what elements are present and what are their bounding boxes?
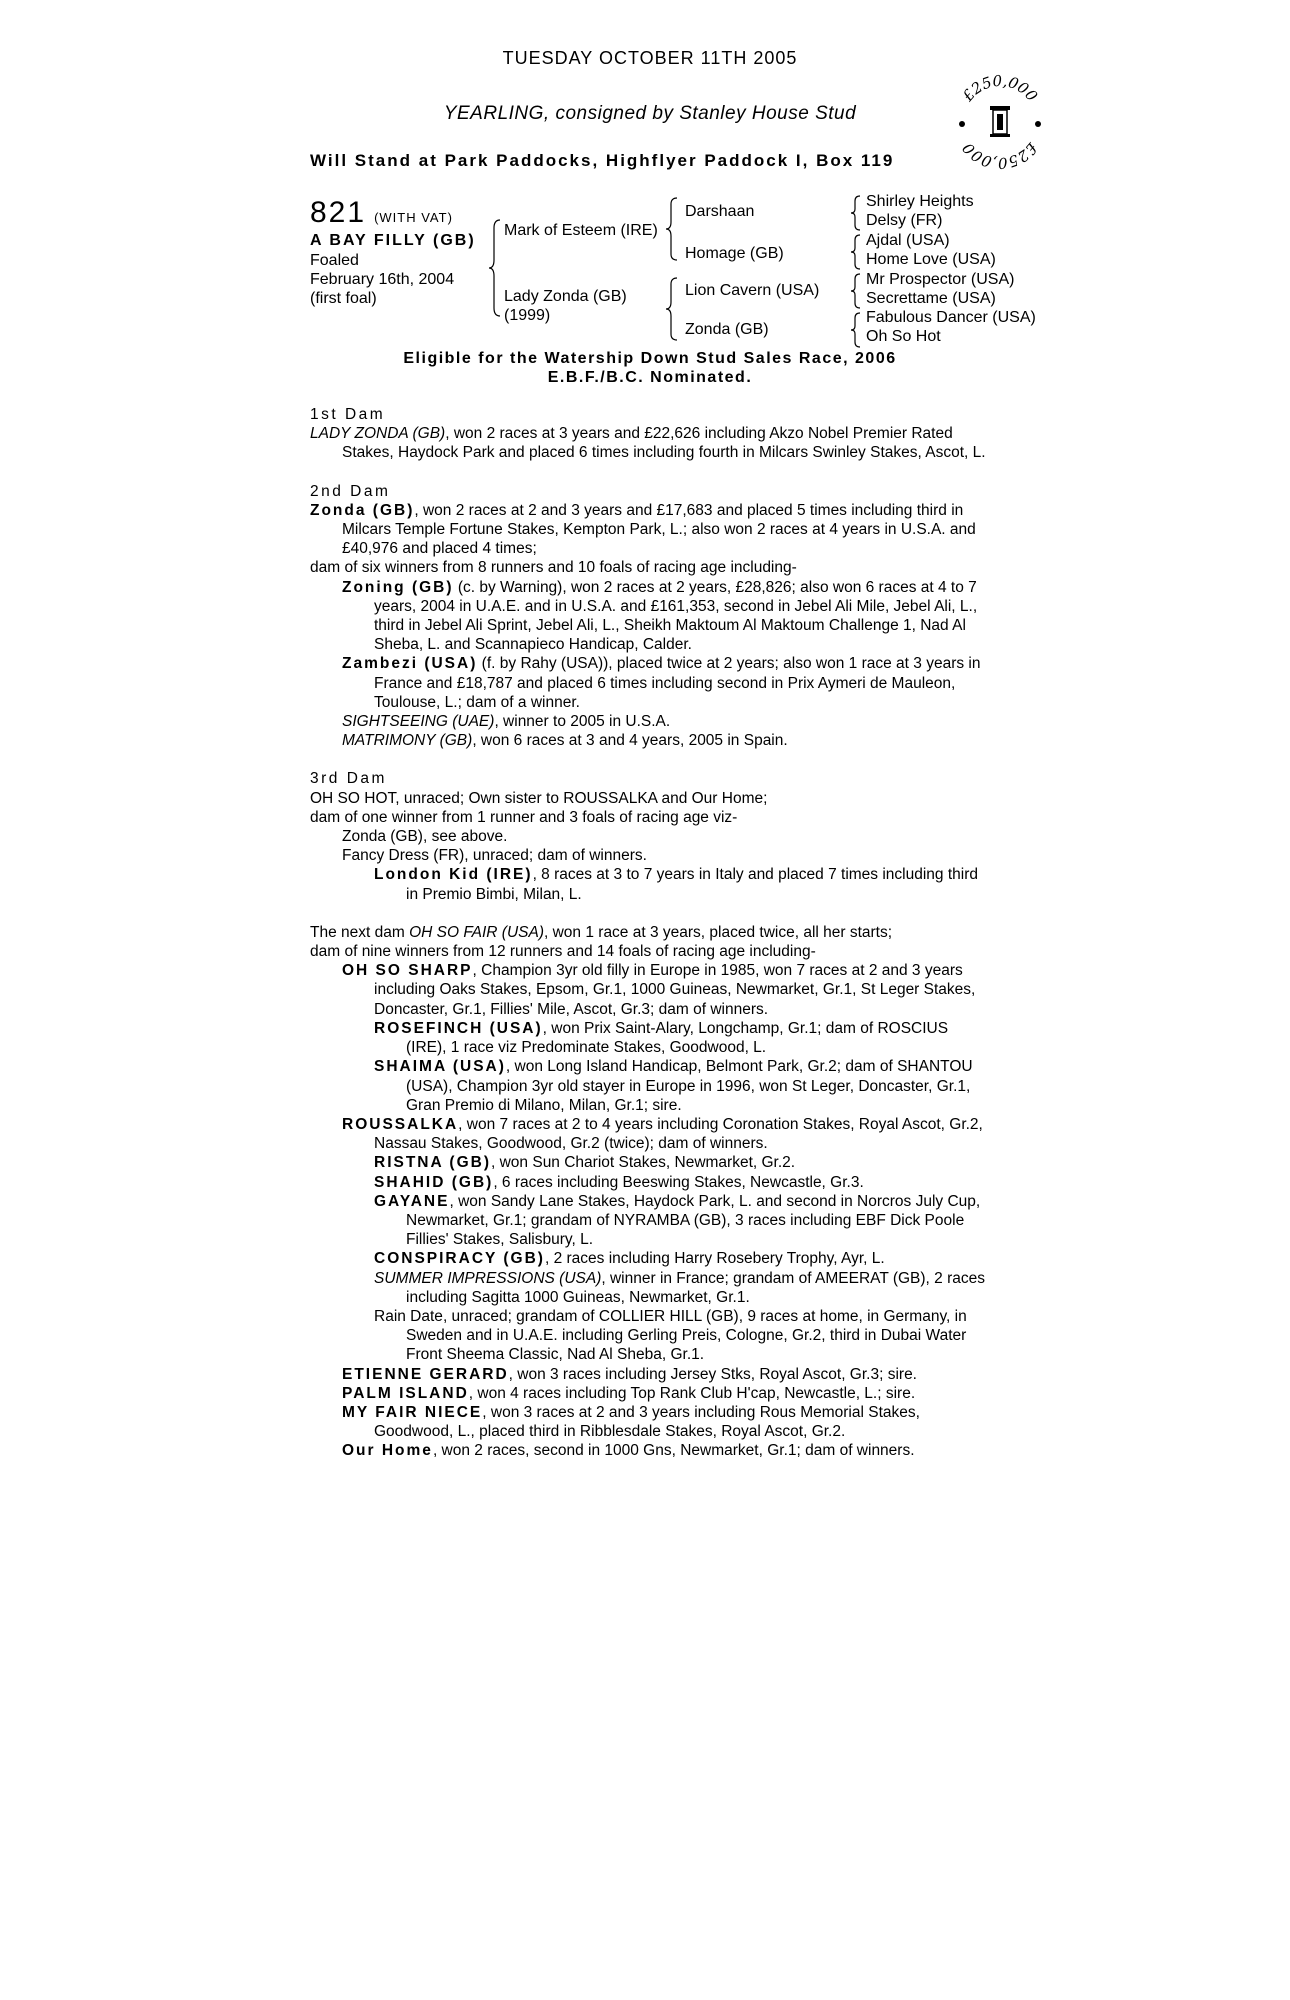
brace-g1	[850, 194, 862, 232]
ancestor-6: Secrettame (USA)	[866, 290, 996, 307]
catalogue-body	[310, 405, 990, 1461]
sire: Mark of Esteem (IRE)	[504, 222, 658, 239]
ancestor-7: Fabulous Dancer (USA)	[866, 309, 1036, 326]
next-dam-produce-list	[310, 961, 990, 1460]
ancestor-4: Home Love (USA)	[866, 251, 996, 268]
dam-year: (1999)	[504, 307, 551, 324]
dam-dam: Zonda (GB)	[685, 321, 769, 338]
dam: Lady Zonda (GB)	[504, 288, 627, 305]
produce-entry: London Kid (IRE), 8 races at 3 to 7 years in Italy and placed 7 times including third in Premio Bimbi, Milan, L.	[374, 866, 978, 903]
first-dam-entry: LADY ZONDA (GB), won 2 races at 3 years and £22,626 including Akzo Nobel Premier Rated Stakes, Haydock Park and placed 6 times including fourth in Milcars Swinley Stakes, Ascot, L.	[310, 425, 986, 462]
produce-entry: Rain Date, unraced; grandam of COLLIER HILL (GB), 9 races at home, in Germany, in Sweden and in U.A.E. including Gerling Preis, Cologne, Gr.2, third in Dubai Water Front Sheema Classic, Nad Al Sheba, Gr.1.	[374, 1307, 967, 1364]
produce-entry: ROUSSALKA, won 7 races at 2 to 4 years including Coronation Stakes, Royal Ascot, Gr.2, Nassau Stakes, Goodwood, Gr.2 (twice); dam of winners.	[342, 1115, 983, 1153]
brace-g4	[850, 311, 862, 349]
eligibility-note: Eligible for the Watership Down Stud Sales Race, 2006 E.B.F./B.C. Nominated.	[403, 350, 897, 386]
produce-entry: SUMMER IMPRESSIONS (USA), winner in France; grandam of AMEERAT (GB), 2 races including Sagitta 1000 Guineas, Newmarket, Gr.1.	[374, 1269, 985, 1306]
consignor-line: YEARLING, consigned by Stanley House Stud	[443, 103, 857, 124]
price-seal-logo	[950, 72, 1050, 172]
pedigree-brace-dam	[665, 276, 679, 342]
third-dam-entry: OH SO HOT, unraced; Own sister to ROUSSALKA and Our Home;	[310, 789, 768, 807]
second-dam-entry: Zonda (GB), won 2 races at 2 and 3 years and £17,683 and placed 5 times including third in Milcars Temple Fortune Stakes, Kempton Park, L.; also won 2 races at 4 years in U.S.A. and £40,976 and placed 4 times;	[310, 501, 976, 558]
second-dam-produce-summary: dam of six winners from 8 runners and 10 foals of racing age including-	[310, 559, 797, 577]
produce-entry: Zoning (GB) (c. by Warning), won 2 races at 2 years, £28,826; also won 6 races at 4 to 7 years, 2004 in U.A.E. and in U.S.A. and £161,353, second in Jebel Ali Mile, Jebel Ali, L., third in Jebel Ali Sprint, Jebel Ali, L., Sheikh Maktoum Al Maktoum Challenge 1, Nad Al Sheba, L. and Scannapieco Handicap, Calder.	[342, 578, 978, 654]
produce-entry: SHAIMA (USA), won Long Island Handicap, Belmont Park, Gr.2; dam of SHANTOU (USA), Champion 3yr old stayer in Europe in 1996, won St Leger, Doncaster, Gr.1, Gran Premio di Milano, Milan, Gr.1; sire.	[374, 1058, 973, 1114]
pedigree-brace-sire	[665, 196, 679, 262]
svg-text:£250,000	[958, 72, 1041, 106]
seal-text-bottom: £250,000	[958, 139, 1042, 172]
produce-entry: Our Home, won 2 races, second in 1000 Gns, Newmarket, Gr.1; dam of winners.	[342, 1442, 915, 1460]
produce-entry: MY FAIR NIECE, won 3 races at 2 and 3 years including Rous Memorial Stakes, Goodwood, L., placed third in Ribblesdale Stakes, Royal Ascot, Gr.2.	[342, 1403, 920, 1441]
produce-entry: SIGHTSEEING (UAE), winner to 2005 in U.S.A.	[342, 713, 671, 731]
produce-entry: Zambezi (USA) (f. by Rahy (USA)), placed twice at 2 years; also won 1 race at 3 years in France and £18,787 and placed 6 times including second in Prix Aymeri de Mauleon, Toulouse, L.; dam of a winner.	[342, 655, 981, 711]
third-dam-heading: 3rd Dam	[310, 770, 387, 788]
second-dam-heading: 2nd Dam	[310, 482, 391, 500]
produce-entry: OH SO SHARP, Champion 3yr old filly in Europe in 1985, won 7 races at 2 and 3 years including Oaks Stakes, Epsom, Gr.1, 1000 Guineas, Newmarket, Gr.1, St Leger Stakes, Doncaster, Gr.1, Fillies' Mile, Ascot, Gr.3; dam of winners.	[342, 962, 976, 1018]
ancestor-2: Delsy (FR)	[866, 212, 943, 229]
sire-sire: Darshaan	[685, 203, 755, 220]
seal-text-top: £250,000	[958, 72, 1042, 105]
produce-entry: MATRIMONY (GB), won 6 races at 3 and 4 years, 2005 in Spain.	[342, 732, 788, 750]
next-dam-entry: The next dam OH SO FAIR (USA), won 1 race at 3 years, placed twice, all her starts;	[310, 923, 893, 941]
brace-g2	[850, 233, 862, 271]
ancestor-3: Ajdal (USA)	[866, 232, 950, 249]
produce-entry: RISTNA (GB), won Sun Chariot Stakes, Newmarket, Gr.2.	[374, 1154, 796, 1172]
third-dam-produce-summary: dam of one winner from 1 runner and 3 foals of racing age viz-	[310, 808, 738, 826]
foaling-details: Foaled February 16th, 2004 (first foal)	[310, 252, 455, 307]
produce-entry: Zonda (GB), see above.	[342, 828, 508, 846]
lot-number: 821 (WITH VAT)	[310, 196, 453, 229]
produce-entry: ROSEFINCH (USA), won Prix Saint-Alary, Longchamp, Gr.1; dam of ROSCIUS (IRE), 1 race viz Predominate Stakes, Goodwood, L.	[374, 1019, 949, 1057]
sire-dam: Homage (GB)	[685, 245, 784, 262]
first-dam-heading: 1st Dam	[310, 406, 386, 423]
produce-entry: ETIENNE GERARD, won 3 races including Jersey Stks, Royal Ascot, Gr.3; sire.	[342, 1365, 917, 1383]
produce-entry: Fancy Dress (FR), unraced; dam of winners.	[342, 847, 647, 865]
stabling-line: Will Stand at Park Paddocks, Highflyer Paddock I, Box 119	[310, 151, 895, 170]
pedigree-brace-main	[488, 218, 502, 318]
ancestor-1: Shirley Heights	[866, 193, 974, 210]
produce-entry: GAYANE, won Sandy Lane Stakes, Haydock Park, L. and second in Norcros July Cup, Newmarket, Gr.1; grandam of NYRAMBA (GB), 3 races including EBF Dick Poole Fillies' Stakes, Salisbury, L.	[374, 1192, 981, 1249]
ancestor-5: Mr Prospector (USA)	[866, 271, 1015, 288]
vat-note: (WITH VAT)	[374, 210, 453, 225]
sale-date: TUESDAY OCTOBER 11TH 2005	[502, 48, 798, 68]
produce-entry: CONSPIRACY (GB), 2 races including Harry Rosebery Trophy, Ayr, L.	[374, 1250, 885, 1268]
ancestor-8: Oh So Hot	[866, 328, 941, 345]
produce-entry: SHAHID (GB), 6 races including Beeswing Stakes, Newcastle, Gr.3.	[374, 1173, 864, 1191]
next-dam-produce-summary: dam of nine winners from 12 runners and 14 foals of racing age including-	[310, 943, 816, 961]
produce-entry: PALM ISLAND, won 4 races including Top Rank Club H'cap, Newcastle, L.; sire.	[342, 1384, 916, 1402]
horse-description: A BAY FILLY (GB)	[310, 232, 476, 249]
brace-g3	[850, 272, 862, 310]
svg-text:£250,000	[959, 138, 1042, 172]
dam-sire: Lion Cavern (USA)	[685, 282, 820, 299]
